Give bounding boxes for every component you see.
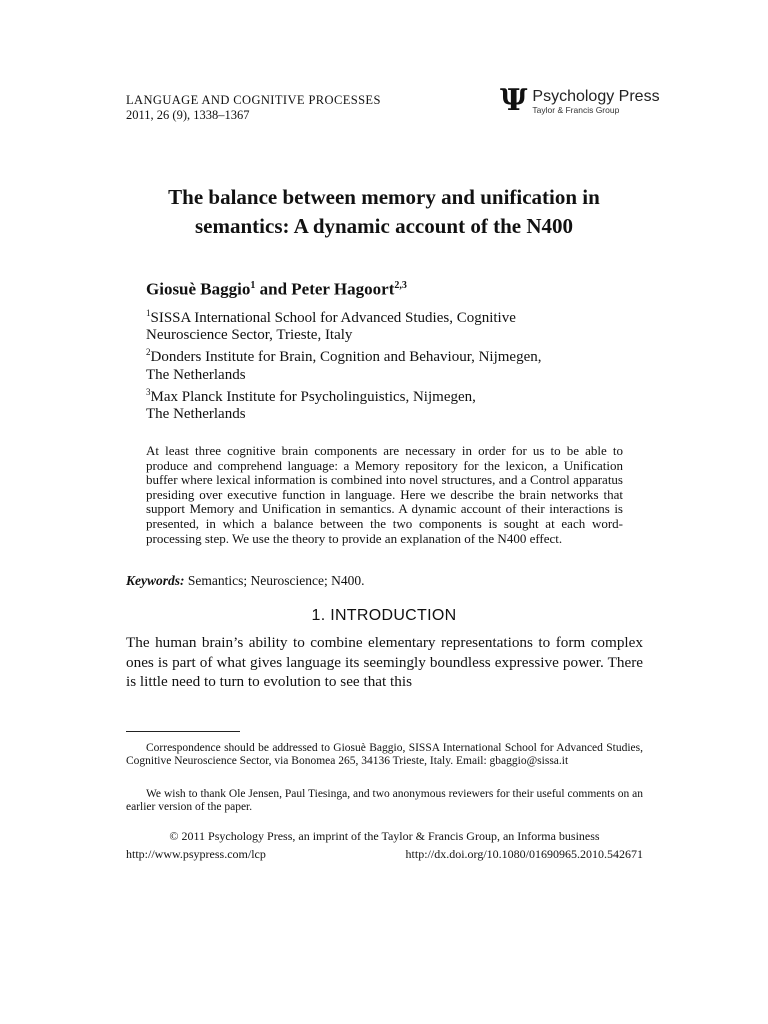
affiliation-text: Max Planck Institute for Psycholinguistics, Nijmegen, xyxy=(150,388,476,405)
paper-title xyxy=(100,183,668,241)
affiliation-line xyxy=(146,406,616,423)
journal-name: LANGUAGE AND COGNITIVE PROCESSES xyxy=(126,93,381,107)
journal-url-link[interactable]: http://www.psypress.com/lcp xyxy=(126,847,266,861)
footnote-text: We wish to thank Ole Jensen, Paul Tiesinga, and two anonymous reviewers for their useful comments on an earlier version of the paper. xyxy=(126,788,643,814)
footnote-divider xyxy=(126,731,240,732)
affiliation-line xyxy=(146,344,616,366)
author-conjunction: and xyxy=(255,279,292,299)
affiliation-text: The Netherlands xyxy=(146,366,246,383)
journal-citation: 2011, 26 (9), 1338–1367 xyxy=(126,108,250,122)
affiliation-text: Neuroscience Sector, Trieste, Italy xyxy=(146,327,353,344)
affiliation-sup: 3 xyxy=(146,386,151,397)
doi-link[interactable]: http://dx.doi.org/10.1080/01690965.2010.542671 xyxy=(405,847,643,861)
abstract: At least three cognitive brain components are necessary in order for us to be able to produce and comprehend language: a Memory repository for the lexicon, a Unification buffer where lexical information is combined into novel structures, and a Control apparatus presiding over executive function in language. Here we describe the brain networks that support Memory and Unification in semantics. A dynamic account of their interactions is presented, in which a balance between the two components is sought at each word-processing step. We use the theory to provide an explanation of the N400 effect. xyxy=(146,443,623,546)
author-name: Giosuè Baggio xyxy=(146,279,251,299)
keywords-values: Semantics; Neuroscience; N400. xyxy=(184,573,365,588)
publisher-name: Psychology Press xyxy=(532,88,660,105)
title-line: semantics: A dynamic account of the N400 xyxy=(195,214,573,238)
affiliation-sup: 1 xyxy=(146,308,151,318)
psi-logo-icon: Ψ xyxy=(500,83,528,118)
affiliation-text: SISSA International School for Advanced Studies, Cognitive xyxy=(150,310,516,326)
affiliation-line xyxy=(146,327,616,344)
copyright-notice: © 2011 Psychology Press, an imprint of the Taylor & Francis Group, an Informa business xyxy=(169,829,600,843)
keywords xyxy=(126,573,364,589)
author-list xyxy=(146,276,407,300)
affiliations xyxy=(146,305,616,423)
body-paragraph: The human brain’s ability to combine elementary representations to form complex ones is part of what gives language its seemingly boundless expressive power. There is little need to turn to evolution to see that this xyxy=(126,634,643,690)
affiliation-line xyxy=(146,305,616,327)
affiliation-text: The Netherlands xyxy=(146,406,246,423)
author-affil-sup: 1 xyxy=(250,280,256,291)
author-name: Peter Hagoort xyxy=(291,279,395,299)
affiliation-line xyxy=(146,367,616,384)
footnote-text: Correspondence should be addressed to Giosuè Baggio, SISSA International School for Advanced Studies, Cognitive Neuroscience Sector, via Bonomea 265, 34136 Trieste, Italy. Email: gbaggio@sissa.it xyxy=(126,742,643,768)
affiliation-sup: 2 xyxy=(146,347,151,358)
author-affil-sup: 2,3 xyxy=(394,280,407,291)
affiliation-line xyxy=(146,384,616,406)
affiliation-text: Donders Institute for Brain, Cognition and Behaviour, Nijmegen, xyxy=(150,349,542,366)
footnote-acknowledgement xyxy=(126,788,643,815)
publisher-group: Taylor & Francis Group xyxy=(532,105,620,115)
footnote-correspondence xyxy=(126,742,643,769)
title-line: The balance between memory and unification in xyxy=(168,185,600,209)
section-heading: 1. INTRODUCTION xyxy=(311,607,457,624)
keywords-label: Keywords: xyxy=(126,573,185,588)
publisher-logo xyxy=(500,83,660,118)
